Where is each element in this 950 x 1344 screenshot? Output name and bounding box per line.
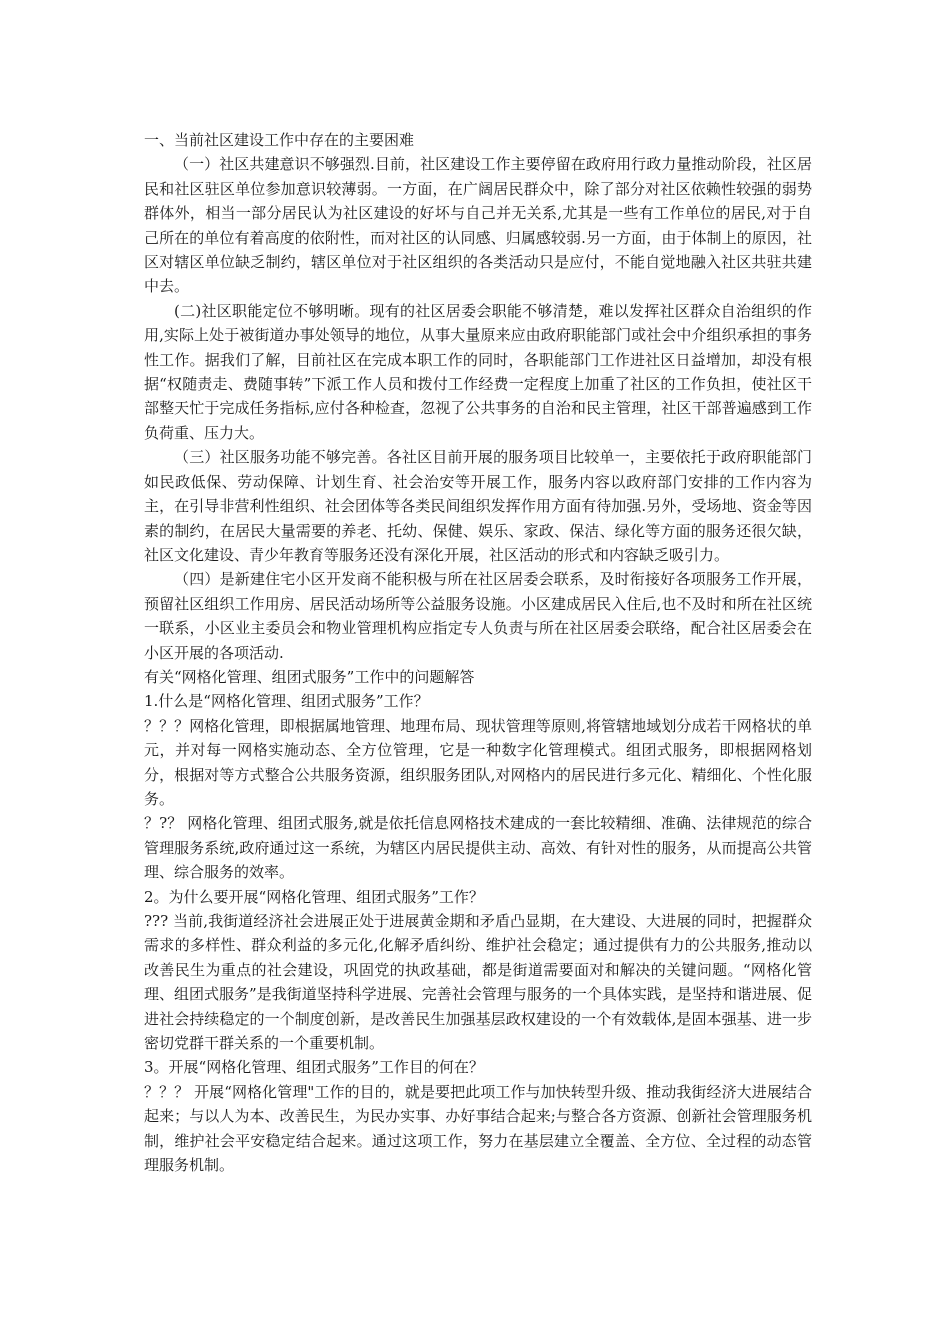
question-1: 1.什么是“网格化管理、组团式服务”工作？ — [144, 692, 429, 711]
paragraph-community-awareness: （一）社区共建意识不够强烈.目前，社区建设工作主要停留在政府用行政力量推动阶段，社区居民和社区驻区单位参加意识较薄弱。一方面，在广阔居民群众中，除了部分对社区依赖性较强的弱势群体外，相当一部分居民认为社区建设的好坏与自己并无关系,尤其是一些有工作单位的居民,对于自己所在的单位有着高度的依附性，而对社区的认同感、归属感较弱.另一方面，由于体制上的原因，社区对辖区单位缺乏制约，辖区单位对于社区组织的各类活动只是应付，不能自觉地融入社区共驻共建中去。 — [144, 155, 812, 296]
answer-1a: ？？？网格化管理，即根据属地管理、地理布局、现状管理等原则,将管辖地域划分成若干网格状的单元，并对每一网格实施动态、全方位管理，它是一种数字化管理模式。组团式服务，即根据网格划分，根据对等方式整合公共服务资源，组织服务团队,对网格内的居民进行多元化、精细化、个性化服务。 — [144, 716, 812, 808]
section-heading-difficulties: 一、当前社区建设工作中存在的主要困难 — [144, 131, 415, 149]
answer-2: ??? 当前,我街道经济社会进展正处于进展黄金期和矛盾凸显期，在大建设、大进展的同时，把握群众需求的多样性、群众利益的多元化,化解矛盾纠纷、维护社会稳定；通过提供有力的公共服务,推动以改善民生为重点的社会建设，巩固党的执政基础，都是街道需要面对和解决的关键问题。“网格化管理、组团式服务”是我街道坚持科学进展、完善社会管理与服务的一个具体实践，是坚持和谐进展、促进社会持续稳定的一个制度创新，是改善民生加强基层政权建设的一个有效载体,是固本强基、进一步密切党群干群关系的一个重要机制。 — [144, 912, 812, 1053]
answer-3: ？？？ 开展“网格化管理"工作的目的，就是要把此项工作与加快转型升级、推动我街经济大进展结合起来；与以人为本、改善民生，为民办实事、办好事结合起来;与整合各方资源、创新社会管理服务机制，维护社会平安稳定结合起来。通过这项工作，努力在基层建立全覆盖、全方位、全过程的动态管理服务机制。 — [144, 1082, 812, 1175]
section-heading-qa: 有关“网格化管理、组团式服务”工作中的问题解答 — [144, 667, 475, 686]
paragraph-community-function: (二)社区职能定位不够明晰。现有的社区居委会职能不够清楚，难以发挥社区群众自治组织的作用,实际上处于被街道办事处领导的地位，从事大量原来应由政府职能部门或社会中介组织承担的事务性工作。据我们了解，目前社区在完成本职工作的同时，各职能部门工作进社区日益增加，却没有根据“权随责走、费随事转”下派工作人员和拨付工作经费一定程度上加重了社区的工作负担，使社区干部整天忙于完成任务指标,应付各种检查，忽视了公共事务的自治和民主管理，社区干部普遍感到工作负荷重、压力大。 — [144, 301, 812, 442]
question-2: 2。为什么要开展“网格化管理、组团式服务”工作？ — [144, 887, 484, 906]
answer-1b: ？?？ 网格化管理、组团式服务,就是依托信息网格技术建成的一套比较精细、准确、法律规范的综合管理服务系统,政府通过这一系统，为辖区内居民提供主动、高效、有针对性的服务，从而提高公共管理、综合服务的效率。 — [144, 814, 812, 882]
question-3: 3。开展“网格化管理、组团式服务”工作目的何在？ — [144, 1058, 484, 1077]
document-body — [144, 128, 812, 1177]
paragraph-community-service: （三）社区服务功能不够完善。各社区目前开展的服务项目比较单一，主要依托于政府职能部门如民政低保、劳动保障、计划生育、社会治安等开展工作，服务内容以政府部门安排的工作内容为主，在引导非营利性组织、社会团体等各类民间组织发挥作用方面有待加强.另外，受场地、资金等因素的制约，在居民大量需要的养老、托幼、保健、娱乐、家政、保洁、绿化等方面的服务还很欠缺，社区文化建设、青少年教育等服务还没有深化开展，社区活动的形式和内容缺乏吸引力。 — [144, 448, 812, 564]
paragraph-new-residential: （四）是新建住宅小区开发商不能积极与所在社区居委会联系，及时衔接好各项服务工作开展，预留社区组织工作用房、居民活动场所等公益服务设施。小区建成居民入住后,也不及时和所在社区统一联系，小区业主委员会和物业管理机构应指定专人负责与所在社区居委会联络，配合社区居委会在小区开展的各项活动. — [144, 570, 812, 662]
